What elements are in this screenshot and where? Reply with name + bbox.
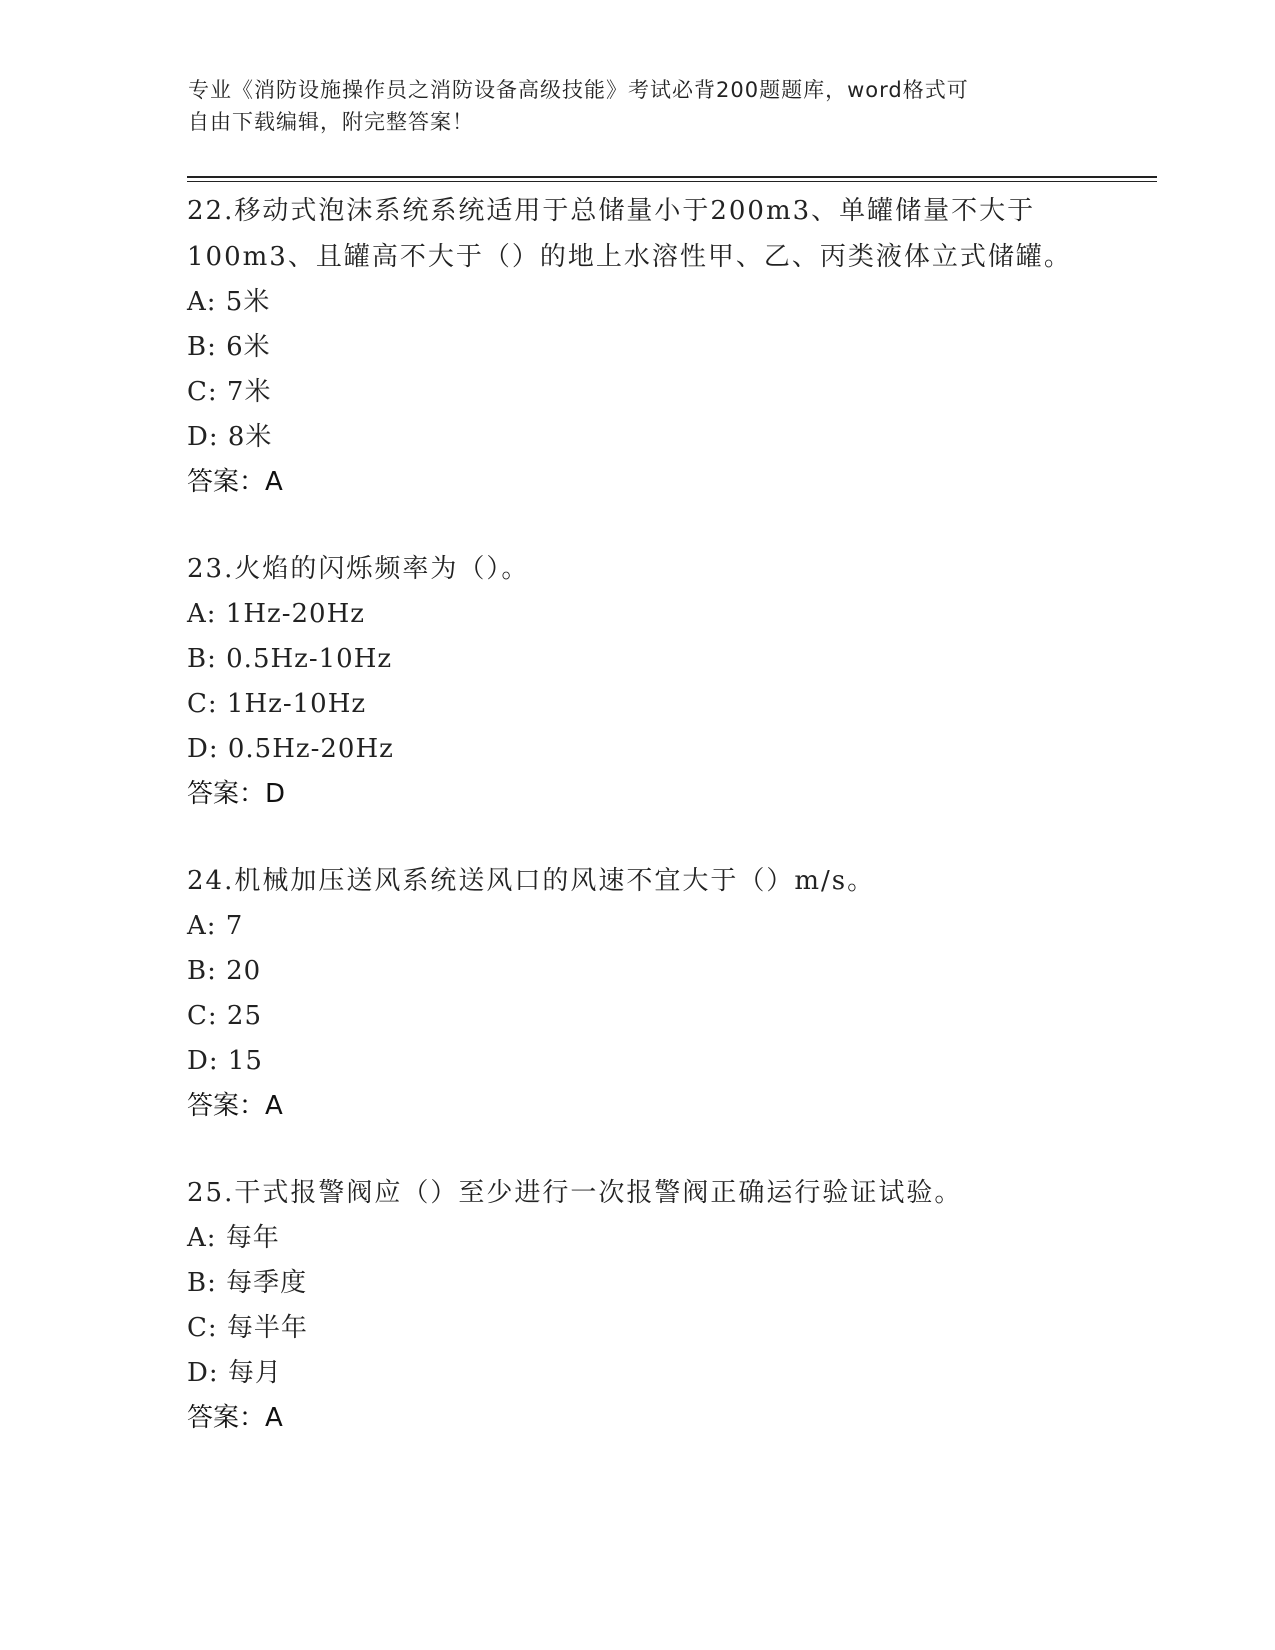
option-a: A: 5米: [187, 287, 271, 317]
option-c: C: 25: [187, 1001, 263, 1031]
answer-line: 答案：A: [187, 1403, 283, 1433]
header-divider-thick: [187, 176, 1157, 178]
option-d: D: 每月: [187, 1358, 282, 1388]
question-25: [187, 1170, 1087, 1440]
question-23: [187, 546, 1087, 816]
answer-line: 答案：D: [187, 779, 286, 809]
option-d: D: 8米: [187, 422, 273, 452]
option-b: B: 20: [187, 956, 262, 986]
question-stem: 25.干式报警阀应（）至少进行一次报警阀正确运行验证试验。: [187, 1178, 963, 1208]
question-stem: 22.移动式泡沫系统系统适用于总储量小于200m3、单罐储量不大于100m3、且罐高不大于（）的地上水溶性甲、乙、丙类液体立式储罐。: [187, 196, 1072, 272]
option-a: A: 每年: [187, 1223, 280, 1253]
question-list: [187, 188, 1087, 1482]
option-a: A: 7: [187, 911, 244, 941]
question-24: [187, 858, 1087, 1128]
question-stem: 23.火焰的闪烁频率为（）。: [187, 554, 530, 584]
option-c: C: 1Hz-10Hz: [187, 689, 367, 719]
option-d: D: 15: [187, 1046, 263, 1076]
header-line-2: 自由下载编辑，附完整答案！: [188, 110, 474, 134]
document-header: [188, 74, 1088, 138]
option-c: C: 每半年: [187, 1313, 308, 1343]
option-a: A: 1Hz-20Hz: [187, 599, 365, 629]
answer-line: 答案：A: [187, 1091, 283, 1121]
header-line-1: 专业《消防设施操作员之消防设备高级技能》考试必背200题题库，word格式可: [188, 78, 969, 102]
option-b: B: 6米: [187, 332, 271, 362]
option-b: B: 每季度: [187, 1268, 308, 1298]
option-c: C: 7米: [187, 377, 272, 407]
answer-line: 答案：A: [187, 467, 283, 497]
question-stem: 24.机械加压送风系统送风口的风速不宜大于（）m/s。: [187, 866, 876, 896]
option-d: D: 0.5Hz-20Hz: [187, 734, 394, 764]
header-divider-thin: [187, 181, 1157, 182]
option-b: B: 0.5Hz-10Hz: [187, 644, 393, 674]
question-22: [187, 188, 1087, 504]
